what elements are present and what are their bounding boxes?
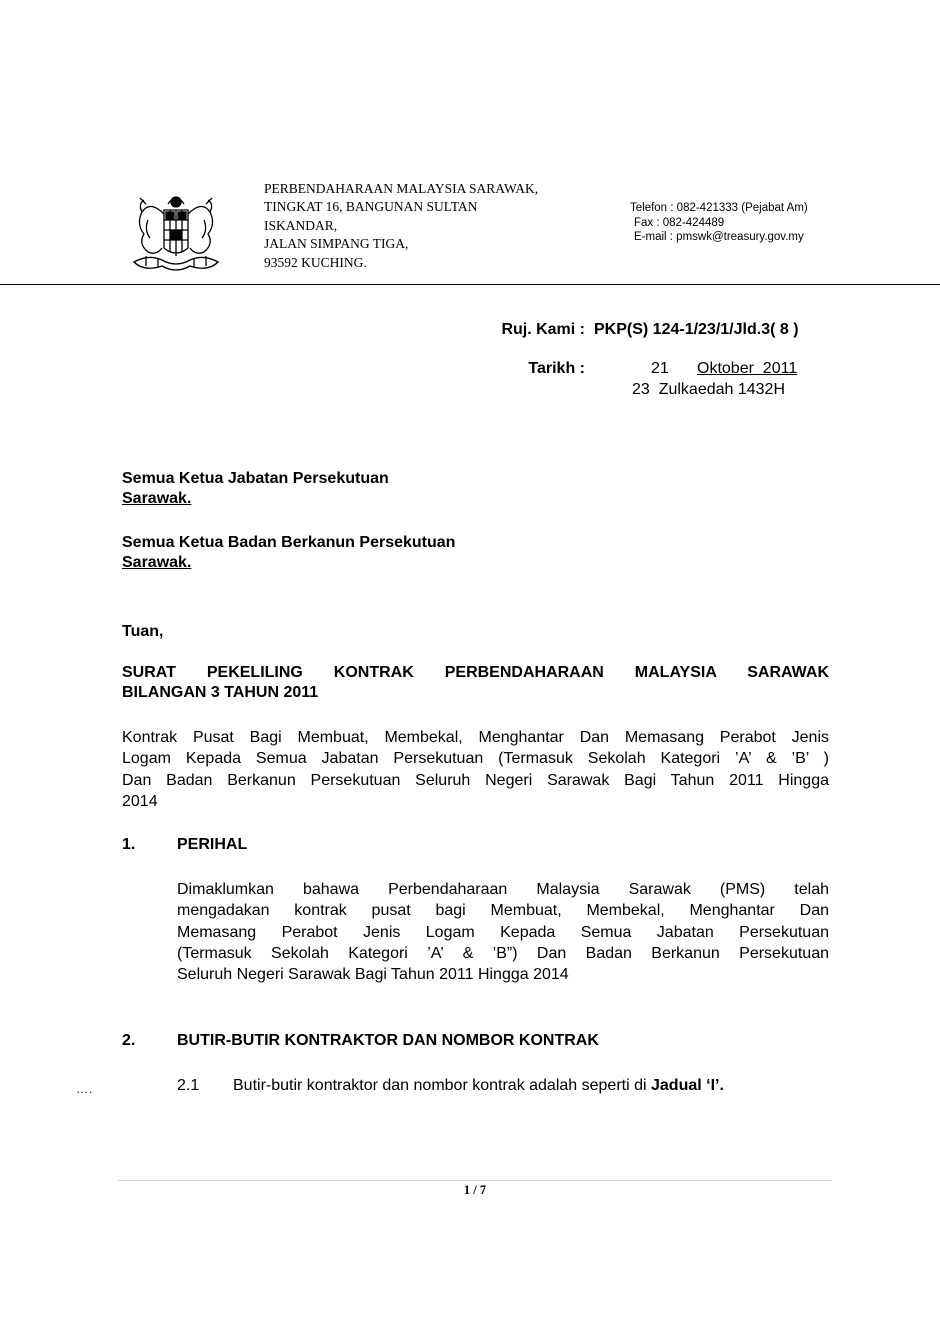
salutation: Tuan, xyxy=(122,623,164,640)
section1-line: Seluruh Negeri Sarawak Bagi Tahun 2011 Hingga 2014 xyxy=(177,966,569,984)
tarikh-month-year: Oktober 2011 xyxy=(697,360,798,377)
section1-line: Memasang Perabot Jenis Logam Kepada Semua Jabatan Persekutuan xyxy=(177,923,829,941)
page-number: 1 / 7 xyxy=(463,1183,487,1197)
letterhead-divider xyxy=(0,284,940,285)
letterhead-contact xyxy=(630,201,808,245)
recipient-2-line2: Sarawak. xyxy=(122,554,192,571)
section2-1-text xyxy=(233,1077,724,1095)
subject-line2: BILANGAN 3 TAHUN 2011 xyxy=(122,684,319,701)
section1-number: 1. xyxy=(122,836,136,853)
ruj-value: PKP(S) 124-1/23/1/Jld.3( 8 ) xyxy=(594,321,799,338)
recipient-1 xyxy=(122,470,389,508)
recipient-2-line1: Semua Ketua Badan Berkanun Persekutuan xyxy=(122,534,456,551)
address-line: 93592 KUCHING. xyxy=(264,254,367,270)
section1-paragraph xyxy=(177,879,829,985)
section1-line: (Termasuk Sekolah Kategori ’A’ & ’B”) Dan Badan Berkanun Persekutuan xyxy=(177,944,829,962)
section1-line: Dimaklumkan bahawa Perbendaharaan Malaysia Sarawak (PMS) telah xyxy=(177,881,829,898)
section1-line: mengadakan kontrak pusat bagi Membuat, Membekal, Menghantar Dan xyxy=(177,902,829,920)
contact-email: E-mail : pmswk@treasury.gov.my xyxy=(634,231,804,244)
intro-line: 2014 xyxy=(122,792,158,810)
contact-fax: Fax : 082-424489 xyxy=(634,216,725,229)
coat-of-arms-logo xyxy=(128,190,224,276)
section1-heading: PERIHAL xyxy=(177,836,248,853)
section2-1-body: Butir-butir kontraktor dan nombor kontrak adalah seperti di xyxy=(233,1077,651,1094)
footer-divider xyxy=(118,1180,832,1181)
recipient-1-line2: Sarawak. xyxy=(122,490,192,507)
jadual-reference: Jadual ‘I’. xyxy=(651,1077,724,1094)
section2-1-number: 2.1 xyxy=(177,1077,200,1094)
intro-line: Logam Kepada Semua Jabatan Persekutuan (Termasuk Sekolah Kategori ’A’ & ’B’ ) xyxy=(122,750,829,768)
intro-paragraph xyxy=(122,727,829,812)
address-line: TINGKAT 16, BANGUNAN SULTAN xyxy=(264,199,478,215)
contact-telefon: Telefon : 082-421333 (Pejabat Am) xyxy=(630,202,808,214)
address-line: ISKANDAR, xyxy=(264,217,338,233)
margin-dots: …. xyxy=(76,1082,94,1096)
tarikh-hijri: 23 Zulkaedah 1432H xyxy=(632,381,785,398)
tarikh-day: 21 xyxy=(651,360,669,377)
section2-heading: BUTIR-BUTIR KONTRAKTOR DAN NOMBOR KONTRAK xyxy=(177,1032,599,1049)
ruj-label: Ruj. Kami : xyxy=(501,321,585,338)
section2-number: 2. xyxy=(122,1032,136,1049)
address-line: JALAN SIMPANG TIGA, xyxy=(264,236,409,252)
subject xyxy=(122,664,829,702)
recipient-1-line1: Semua Ketua Jabatan Persekutuan xyxy=(122,470,389,487)
subject-line1: SURAT PEKELILING KONTRAK PERBENDAHARAAN MALAYSIA SARAWAK xyxy=(122,664,829,681)
letterhead-address xyxy=(264,180,538,272)
tarikh-label: Tarikh : xyxy=(528,360,585,377)
address-line: PERBENDAHARAAN MALAYSIA SARAWAK, xyxy=(264,181,539,196)
intro-line: Dan Badan Berkanun Persekutuan Seluruh Negeri Sarawak Bagi Tahun 2011 Hingga xyxy=(122,771,829,789)
intro-line: Kontrak Pusat Bagi Membuat, Membekal, Menghantar Dan Memasang Perabot Jenis xyxy=(122,729,829,746)
recipient-2 xyxy=(122,534,455,572)
